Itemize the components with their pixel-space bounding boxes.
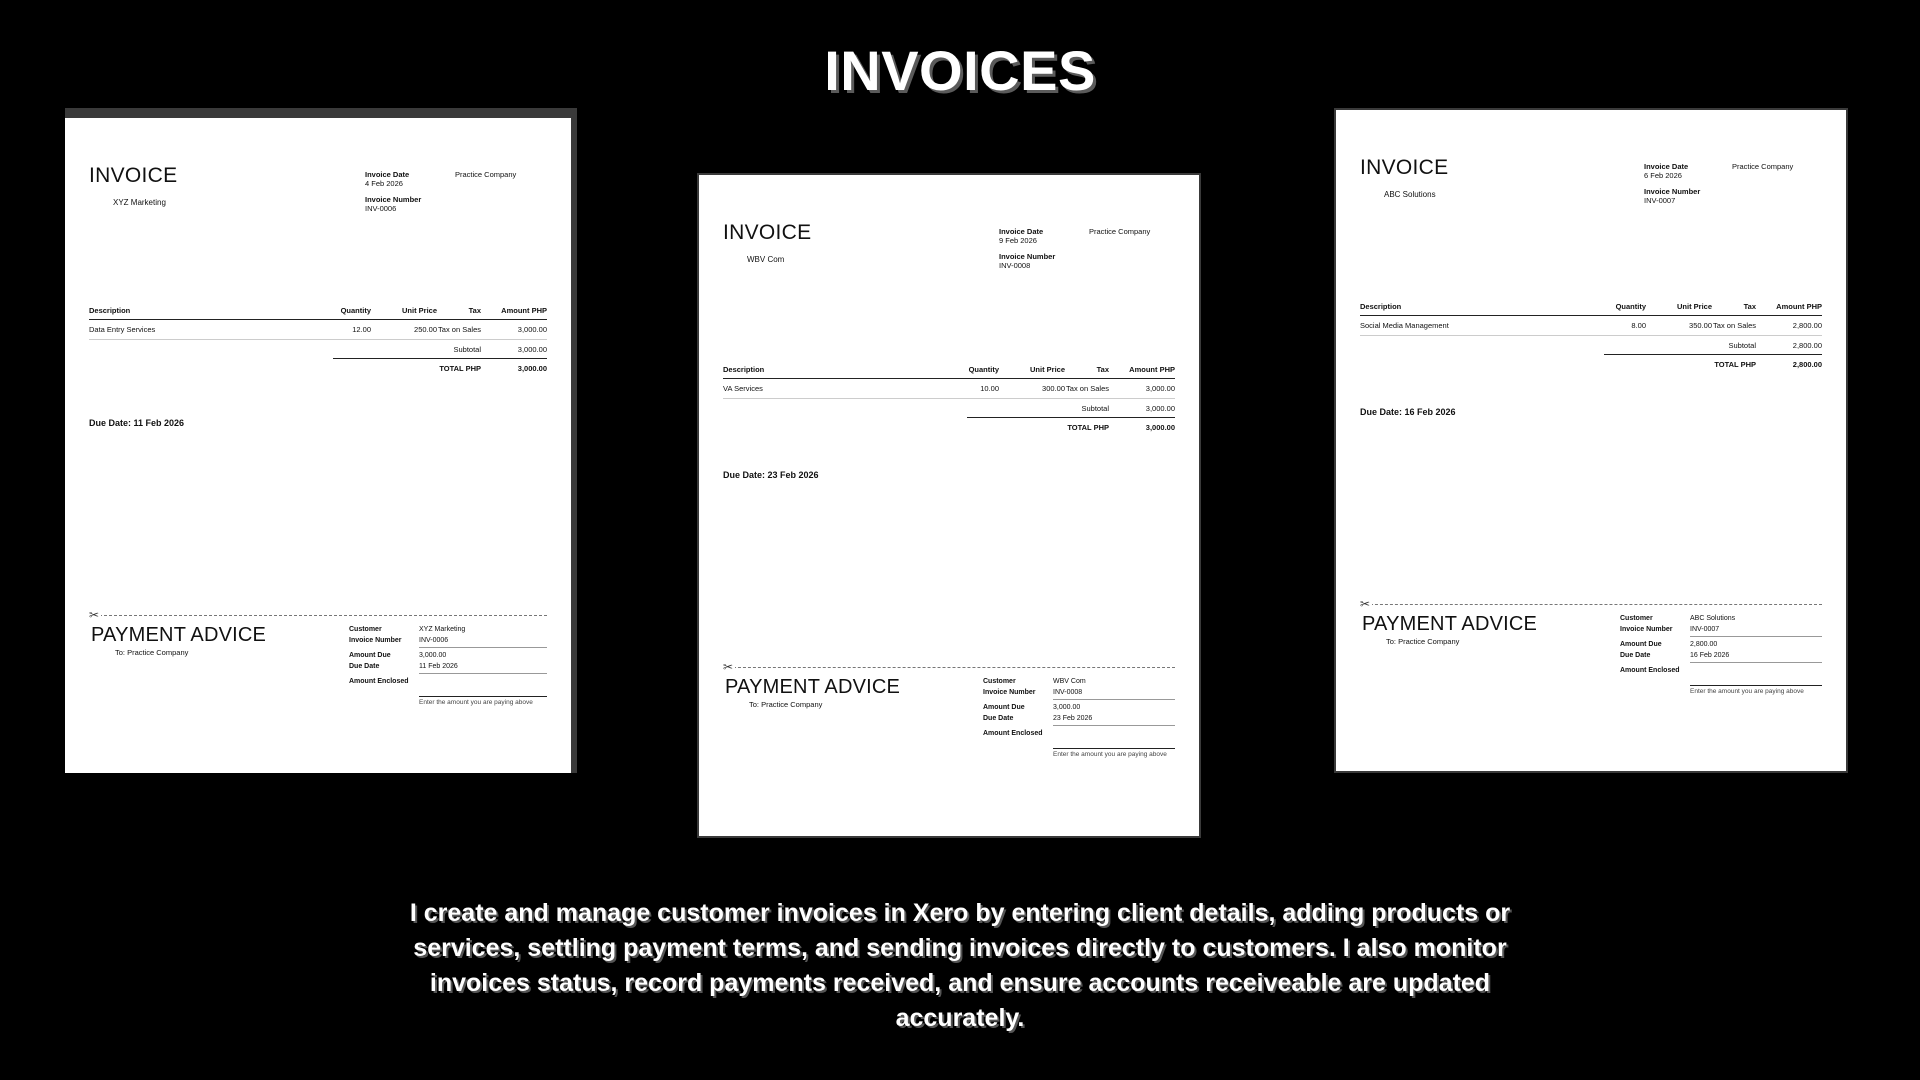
line-items-table [1360,302,1822,373]
invoice-number-value: INV-0008 [1053,689,1083,696]
due-date: Due Date: 16 Feb 2026 [1360,407,1456,417]
item-unit-price: 250.00 [414,325,437,334]
total-row [1604,355,1822,373]
invoice-number-value: INV-0006 [419,637,449,644]
total-label: TOTAL PHP [1067,423,1109,432]
table-row [723,379,1175,399]
col-amount: Amount PHP [501,306,547,315]
item-amount: 3,000.00 [517,325,547,334]
invoice-number-label: Invoice Number [999,252,1056,261]
total-value: 3,000.00 [517,364,547,373]
totals-block [1604,336,1822,373]
invoice-number-label: Invoice Number [349,637,402,644]
payment-advice-to: To: Practice Company [1386,637,1460,646]
item-unit-price: 350.00 [1689,321,1712,330]
invoice-number-value: INV-0008 [999,261,1031,270]
item-tax: Tax on Sales [1713,321,1756,330]
company-name: Practice Company [1089,227,1151,236]
item-unit-price: 300.00 [1042,384,1065,393]
invoice-number-value: INV-0007 [1690,626,1720,633]
payment-advice-to: To: Practice Company [115,648,189,657]
invoice-meta [1644,162,1700,205]
invoice-number-label: Invoice Number [1644,187,1701,196]
invoice-date-value: 4 Feb 2026 [365,179,403,188]
due-date-label: Due Date [349,663,380,670]
subtotal-value: 2,800.00 [1792,341,1822,350]
due-date-value: 11 Feb 2026 [419,663,458,670]
total-row [333,359,547,377]
item-quantity: 8.00 [1631,321,1646,330]
item-amount: 3,000.00 [1145,384,1175,393]
line-items-table [723,365,1175,436]
due-date: Due Date: 23 Feb 2026 [723,470,819,480]
customer-value: XYZ Marketing [419,626,466,633]
subtotal-row [1604,336,1822,355]
due-date-value: 16 Feb 2026 [1690,652,1730,659]
invoice-client: XYZ Marketing [113,198,166,207]
amount-due-label: Amount Due [983,704,1025,711]
col-unit-price: Unit Price [1029,365,1065,374]
amount-due-value: 3,000.00 [419,652,447,659]
total-row [967,418,1175,436]
subtotal-row [333,340,547,359]
company-name: Practice Company [455,170,517,179]
subtotal-label: Subtotal [1728,341,1756,350]
scissors-icon: ✂ [723,660,734,674]
col-amount: Amount PHP [1776,302,1822,311]
customer-value: WBV Com [1053,678,1086,685]
amount-enclosed-label: Amount Enclosed [1620,667,1680,674]
invoice-number-label: Invoice Number [1620,626,1673,633]
col-tax: Tax [1743,302,1756,311]
invoice-sheet [65,108,577,773]
col-description: Description [1360,302,1402,311]
payment-advice-title: PAYMENT ADVICE [1362,613,1538,635]
subtotal-label: Subtotal [453,345,481,354]
total-value: 3,000.00 [1145,423,1175,432]
payment-advice-title: PAYMENT ADVICE [91,624,267,646]
table-header [1360,302,1822,316]
amount-enclosed-hint: Enter the amount you are paying above [1690,688,1804,695]
col-quantity: Quantity [968,365,999,374]
item-description: VA Services [723,384,763,393]
customer-value: ABC Solutions [1690,615,1736,622]
invoice-client: WBV Com [747,255,785,264]
col-unit-price: Unit Price [401,306,437,315]
scissors-icon: ✂ [89,608,100,622]
invoice-date-label: Invoice Date [365,170,410,179]
amount-due-value: 3,000.00 [1053,704,1081,711]
item-tax: Tax on Sales [1066,384,1109,393]
due-date-value: 23 Feb 2026 [1053,715,1093,722]
invoice-heading: INVOICE [1360,156,1449,179]
invoice-date-value: 6 Feb 2026 [1644,171,1682,180]
company-name: Practice Company [1732,162,1794,171]
item-amount: 2,800.00 [1792,321,1822,330]
item-quantity: 10.00 [980,384,999,393]
amount-enclosed-field [1690,676,1822,686]
cut-line [89,608,547,622]
totals-block [967,399,1175,436]
due-date: Due Date: 11 Feb 2026 [89,418,185,428]
item-description: Data Entry Services [89,325,156,334]
invoice-sheet [697,173,1201,838]
col-description: Description [723,365,765,374]
invoice-sheet [1334,108,1848,773]
invoice-date-value: 9 Feb 2026 [999,236,1037,245]
col-quantity: Quantity [340,306,371,315]
subtotal-value: 3,000.00 [517,345,547,354]
table-row [1360,316,1822,336]
amount-enclosed-label: Amount Enclosed [983,730,1043,737]
payment-advice-table [983,676,1175,758]
payment-advice-title: PAYMENT ADVICE [725,676,901,698]
col-tax: Tax [468,306,481,315]
col-description: Description [89,306,131,315]
col-unit-price: Unit Price [1676,302,1712,311]
invoice-client: ABC Solutions [1384,190,1436,199]
subtotal-label: Subtotal [1081,404,1109,413]
scissors-icon: ✂ [1360,597,1371,611]
col-quantity: Quantity [1615,302,1646,311]
invoice-meta [365,170,421,213]
amount-enclosed-hint: Enter the amount you are paying above [419,699,533,706]
table-header [89,306,547,320]
payment-advice-table [1620,613,1822,695]
invoice-number-value: INV-0007 [1644,196,1676,205]
customer-label: Customer [1620,615,1653,622]
table-row [89,320,547,340]
total-label: TOTAL PHP [1714,360,1756,369]
customer-label: Customer [983,678,1016,685]
amount-enclosed-hint: Enter the amount you are paying above [1053,751,1167,758]
cut-line [1360,597,1822,611]
amount-enclosed-label: Amount Enclosed [349,678,409,685]
col-tax: Tax [1096,365,1109,374]
amount-enclosed-field [1053,739,1175,749]
description-caption: I create and manage customer invoices in Xero by entering client details, adding products or services, settling payment terms, and sending invoices directly to customers. I also monitor invoices status, record payments received, and ensure accounts receiveable are updated accurately. [409,899,1511,1032]
item-description: Social Media Management [1360,321,1449,330]
customer-label: Customer [349,626,382,633]
invoice-number-label: Invoice Number [365,195,422,204]
amount-due-label: Amount Due [349,652,391,659]
total-value: 2,800.00 [1792,360,1822,369]
subtotal-row [967,399,1175,418]
invoice-number-value: INV-0006 [365,204,397,213]
amount-due-value: 2,800.00 [1690,641,1718,648]
invoice-heading: INVOICE [89,164,178,187]
amount-enclosed-field [419,687,547,697]
page-title: INVOICES [824,39,1096,102]
invoice-meta [999,227,1055,270]
due-date-label: Due Date [1620,652,1651,659]
subtotal-value: 3,000.00 [1145,404,1175,413]
item-quantity: 12.00 [352,325,371,334]
line-items-table [89,306,547,377]
total-label: TOTAL PHP [439,364,481,373]
cut-line [723,660,1175,674]
payment-advice-table [349,624,547,706]
totals-block [333,340,547,377]
invoice-number-label: Invoice Number [983,689,1036,696]
invoice-date-label: Invoice Date [999,227,1044,236]
payment-advice-to: To: Practice Company [749,700,823,709]
col-amount: Amount PHP [1129,365,1175,374]
invoice-heading: INVOICE [723,221,812,244]
invoice-date-label: Invoice Date [1644,162,1689,171]
table-header [723,365,1175,379]
due-date-label: Due Date [983,715,1014,722]
amount-due-label: Amount Due [1620,641,1662,648]
item-tax: Tax on Sales [438,325,481,334]
